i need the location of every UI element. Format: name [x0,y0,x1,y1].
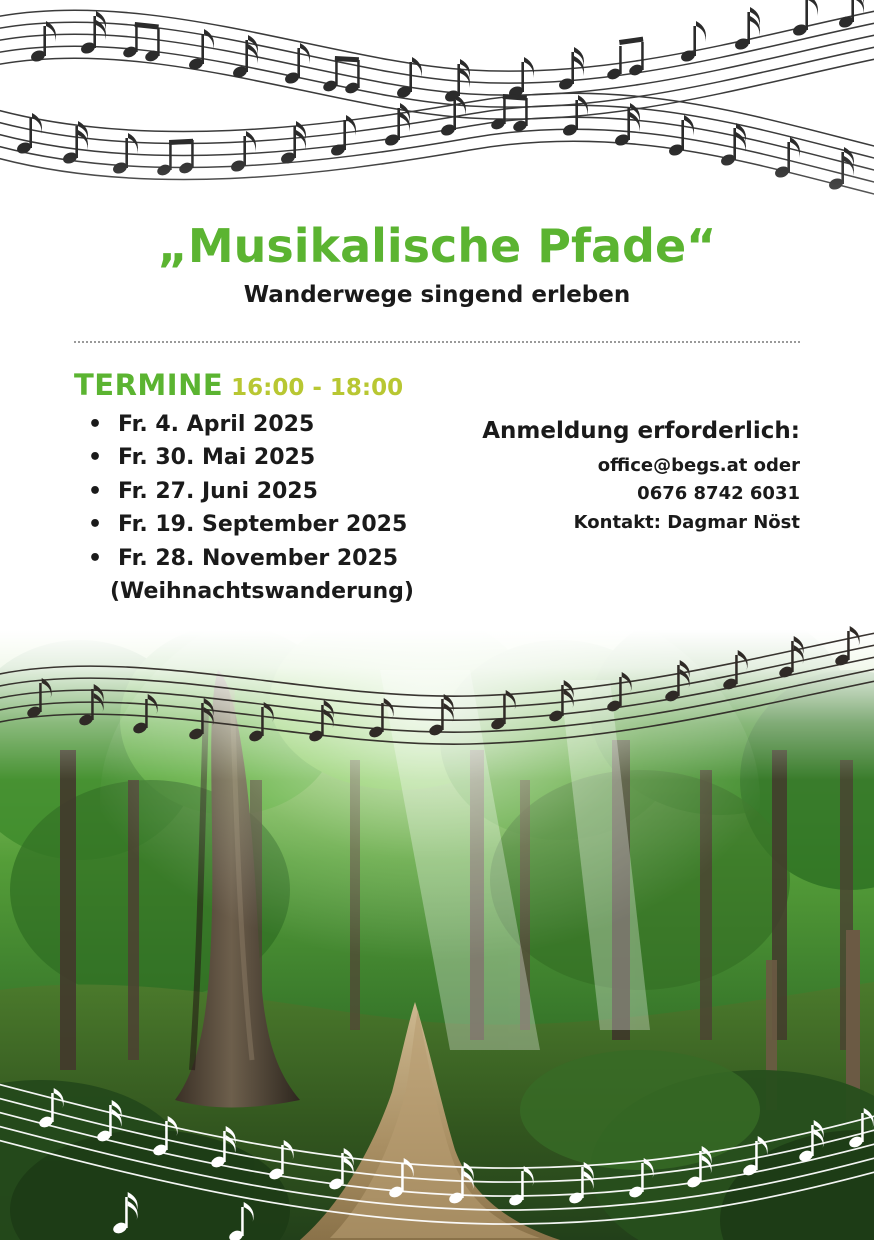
list-item [74,475,494,508]
registration-heading: Anmeldung erforderlich: [482,418,800,444]
forest-path-photo [0,630,874,1240]
registration-phone: 0676 8742 6031 [637,483,800,505]
page-title: „Musikalische Pfade“ [157,219,717,273]
date-text: Fr. 27. Juni 2025 [118,478,318,504]
bullet-icon: • [88,512,103,538]
top-staff-decoration [0,0,874,215]
dates-label: TERMINE [74,368,224,402]
dates-note: (Weihnachtswanderung) [110,579,414,605]
date-list [74,408,494,575]
divider [74,341,800,345]
list-item [74,542,494,575]
page-subtitle: Wanderwege singend erleben [243,282,631,309]
dates-heading [74,368,494,402]
date-text: Fr. 30. Mai 2025 [118,445,316,471]
date-text: Fr. 28. November 2025 [118,545,399,571]
bullet-icon: • [88,445,103,471]
registration-section [470,418,800,537]
list-item [74,408,494,441]
date-text: Fr. 4. April 2025 [118,412,315,437]
bullet-icon: • [88,478,103,504]
dates-section [74,368,494,609]
title-block [0,219,874,309]
dates-time: 16:00 - 18:00 [231,375,404,401]
list-item [74,441,494,474]
list-item [74,508,494,541]
date-text: Fr. 19. September 2025 [118,512,408,538]
bullet-icon: • [88,412,103,437]
registration-email: office@begs.at oder [597,455,800,476]
bullet-icon: • [88,545,103,571]
registration-contact: Kontakt: Dagmar Nöst [573,511,800,533]
